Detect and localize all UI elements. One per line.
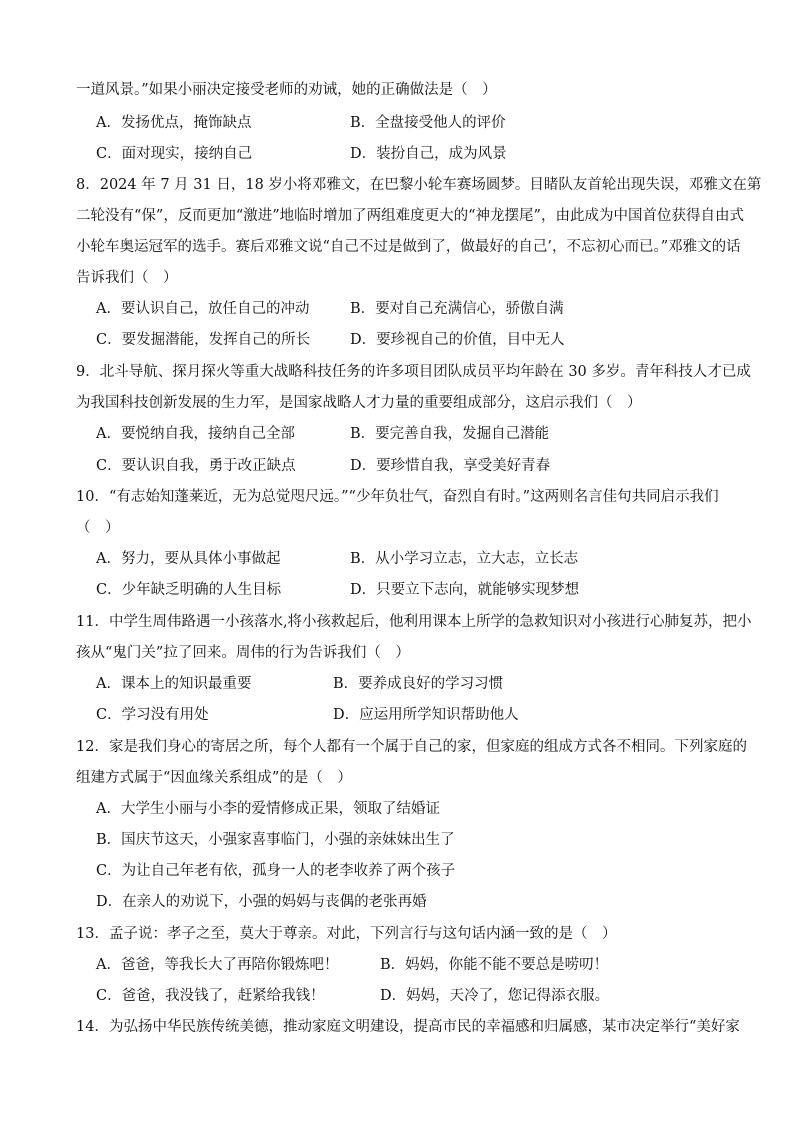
q8-stem-line-3: 小轮车奥运冠军的选手。赛后邓雅文说“自己不过是做到了，做最好的自己’，不忘初心而已。”邓雅文的话 — [76, 239, 741, 255]
q11-option-d: D．应运用所学知识帮助他人 — [333, 707, 519, 723]
q8-stem-line-4: 告诉我们（ ） — [76, 270, 178, 286]
q13-stem: 13．孟子说：孝子之至，莫大于尊亲。对此，下列言行与这句话内涵一致的是（ ） — [76, 926, 617, 942]
q13-option-b: B．妈妈，你能不能不要总是唠叨！ — [380, 957, 609, 973]
q12-option-a: A．大学生小丽与小李的爱情修成正果，领取了结婚证 — [96, 801, 440, 817]
q10-stem-line-1: 10．“有志始知蓬莱近，无为总觉咫尺远。”“少年负壮气，奋烈自有时。”这两则名言佳句共同启示我们 — [76, 489, 719, 505]
q7-option-b: B．全盘接受他人的评价 — [350, 115, 506, 131]
q11-option-b: B．要养成良好的学习习惯 — [333, 676, 504, 692]
q11-option-a: A．课本上的知识最重要 — [96, 676, 252, 692]
q8-option-c: C．要发掘潜能，发挥自己的所长 — [96, 332, 311, 348]
q11-option-c: C．学习没有用处 — [96, 707, 209, 723]
q9-option-c: C．要认识自我，勇于改正缺点 — [96, 458, 296, 474]
q8-option-d: D．要珍视自己的价值，目中无人 — [350, 332, 565, 348]
q13-option-a: A．爸爸，等我长大了再陪你锻炼吧！ — [96, 957, 339, 973]
q9-option-b: B．要完善自我，发掘自己潜能 — [350, 426, 550, 442]
q9-stem-line-1: 9．北斗导航、探月探火等重大战略科技任务的许多项目团队成员平均年龄在 30 多岁。青年科技人才已成 — [76, 364, 751, 380]
q9-option-d: D．要珍惜自我，享受美好青春 — [350, 458, 551, 474]
q10-stem-line-2: （ ） — [76, 520, 120, 536]
q8-option-a: A．要认识自己，放任自己的冲动 — [96, 301, 310, 317]
q7-option-a: A．发扬优点，掩饰缺点 — [96, 115, 252, 131]
q8-stem-line-2: 二轮没有“保”，反而更加“激进”地临时增加了两组难度更大的“神龙摆尾”，由此成为中国首位获得自由式 — [76, 208, 744, 224]
q13-option-c: C．爸爸，我没钱了，赶紧给我钱！ — [96, 988, 325, 1004]
q9-stem-line-2: 为我国科技创新发展的生力军，是国家战略人才力量的重要组成部分，这启示我们（ ） — [76, 395, 642, 411]
q8-option-b: B．要对自己充满信心，骄傲自满 — [350, 301, 564, 317]
q11-stem-line-2: 孩从“鬼门关”拉了回来。周伟的行为告诉我们（ ） — [76, 645, 410, 661]
q9-option-a: A．要悦纳自我，接纳自己全部 — [96, 426, 295, 442]
q12-stem-line-2: 组建方式属于“因血缘关系组成”的是（ ） — [76, 770, 352, 786]
q10-option-b: B．从小学习立志，立大志，立长志 — [350, 551, 579, 567]
q7-option-c: C．面对现实，接纳自己 — [96, 146, 253, 162]
q10-option-a: A．努力，要从具体小事做起 — [96, 551, 281, 567]
q8-stem-line-1: 8．2024 年 7 月 31 日，18 岁小将邓雅文，在巴黎小轮车赛场圆梦。目睹队友首轮出现失误，邓雅文在第 — [76, 177, 762, 193]
q12-stem-line-1: 12．家是我们身心的寄居之所，每个人都有一个属于自己的家，但家庭的组成方式各不相同。下列家庭的 — [76, 739, 747, 755]
q7-stem: 一道风景。”如果小丽决定接受老师的劝诫，她的正确做法是（ ） — [76, 82, 497, 98]
q12-option-c: C．为让自己年老有依，孤身一人的老李收养了两个孩子 — [96, 863, 456, 879]
q12-option-b: B．国庆节这天，小强家喜事临门，小强的亲妹妹出生了 — [96, 832, 455, 848]
q11-stem-line-1: 11．中学生周伟路遇一小孩落水,将小孩救起后，他利用课本上所学的急救知识对小孩进行心肺复苏，把小 — [76, 614, 752, 630]
q7-option-d: D．装扮自己，成为风景 — [350, 146, 507, 162]
q10-option-d: D．只要立下志向，就能够实现梦想 — [350, 582, 580, 598]
q14-stem-line-1: 14．为弘扬中华民族传统美德，推动家庭文明建设，提高市民的幸福感和归属感，某市决定举行“美好家 — [76, 1019, 740, 1035]
q10-option-c: C．少年缺乏明确的人生目标 — [96, 582, 282, 598]
q12-option-d: D．在亲人的劝说下，小强的妈妈与丧偶的老张再婚 — [96, 894, 427, 910]
q13-option-d: D．妈妈，天冷了，您记得添衣服。 — [380, 988, 610, 1004]
